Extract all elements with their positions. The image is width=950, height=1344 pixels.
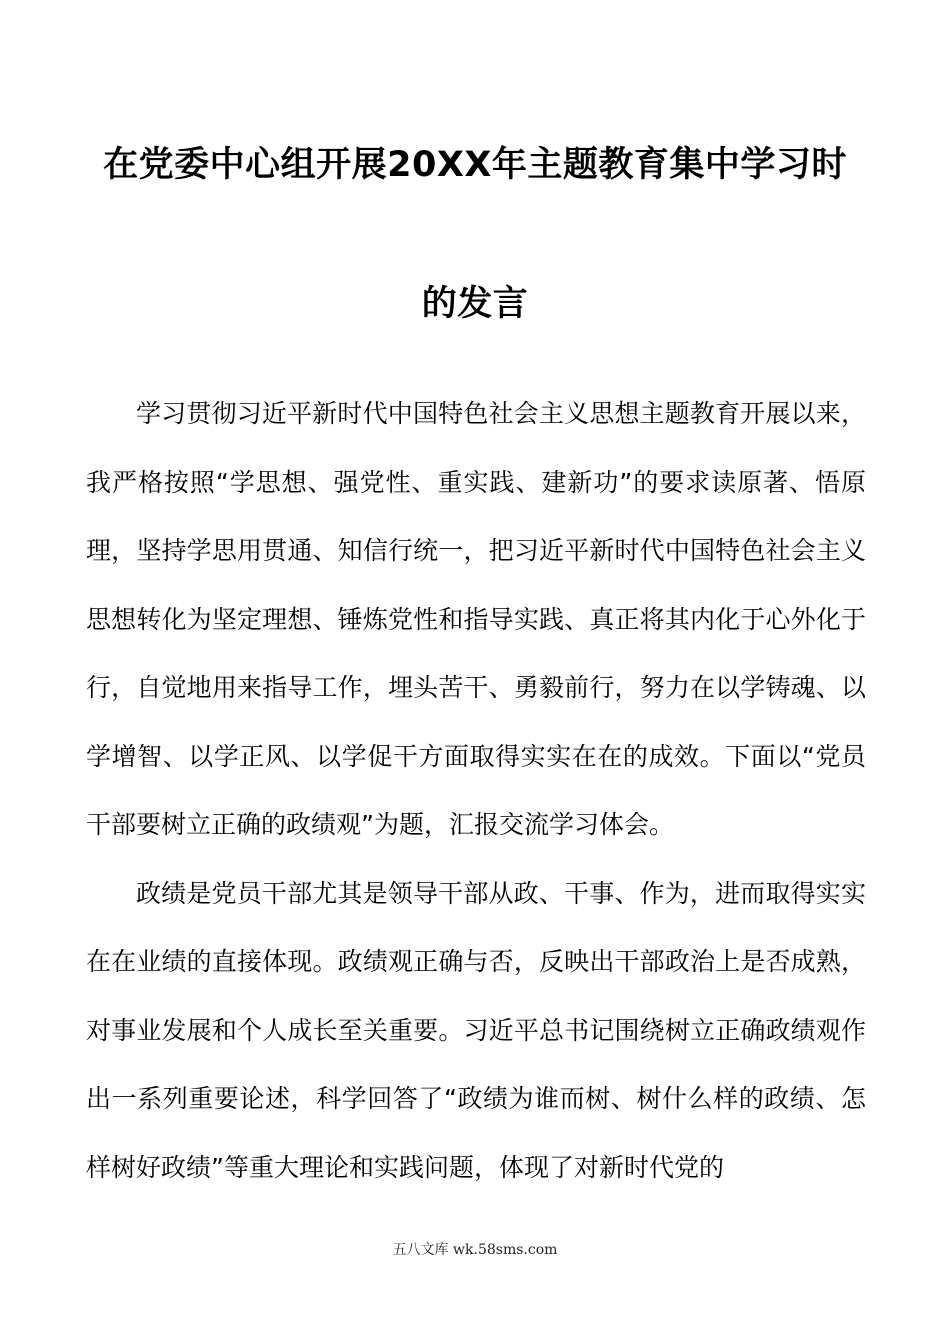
- body-paragraph-2: 政绩是党员干部尤其是领导干部从政、干事、作为，进而取得实实在在业绩的直接体现。政绩观正确与否，反映出干部政治上是否成熟，对事业发展和个人成长至关重要。习近平总书记围绕树立正确政绩观作出一系列重要论述，科学回答了“政绩为谁而树、树什么样的政绩、怎样树好政绩”等重大理论和实践问题，体现了对新时代党的: [86, 878, 866, 1182]
- footer-watermark: 五八文库 wk.58sms.com: [392, 1242, 558, 1258]
- body-paragraph-1: 学习贯彻习近平新时代中国特色社会主义思想主题教育开展以来，我严格按照“学思想、强党性、重实践、建新功”的要求读原著、悟原理，坚持学思用贯通、知信行统一，把习近平新时代中国特色社会主义思想转化为坚定理想、锤炼党性和指导实践、真正将其内化于心外化于行，自觉地用来指导工作，埋头苦干、勇毅前行，努力在以学铸魂、以学增智、以学正风、以学促干方面取得实实在在的成效。下面以“党员干部要树立正确的政绩观”为题，汇报交流学习体会。: [86, 399, 866, 839]
- document-title-line-2: 的发言: [421, 284, 529, 324]
- document-title-line-1: 在党委中心组开展20XX年主题教育集中学习时: [103, 145, 847, 185]
- document-body: [86, 380, 866, 1202]
